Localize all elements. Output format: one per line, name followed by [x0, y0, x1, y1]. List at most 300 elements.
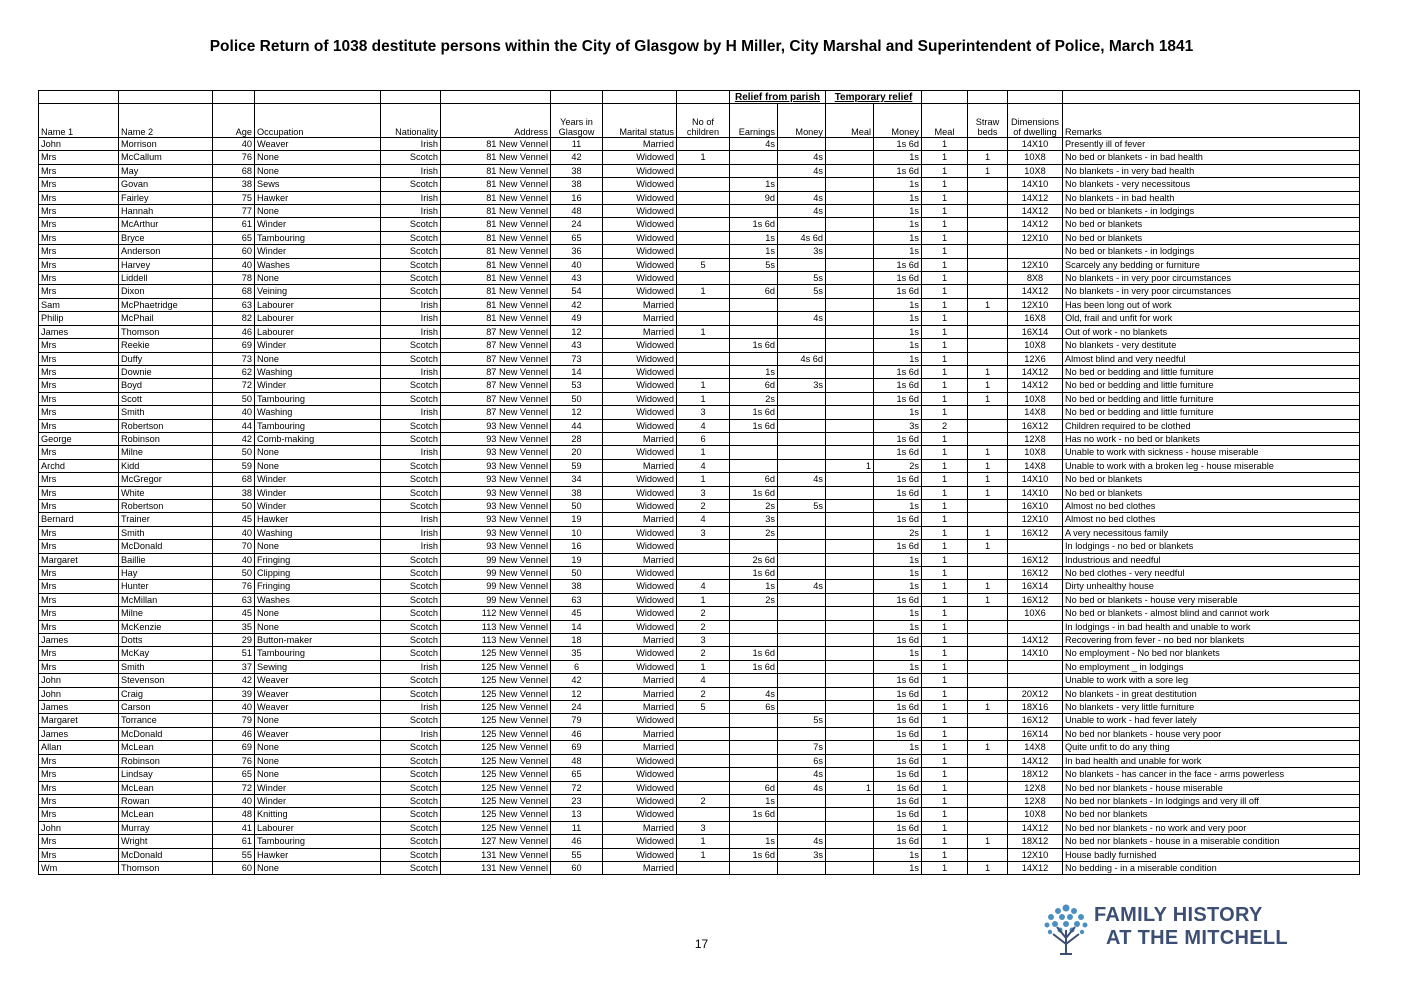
cell-years-in-glasgow: 28 — [551, 432, 603, 445]
cell-name2: McKenzie — [119, 620, 213, 633]
cell-straw-beds — [968, 419, 1008, 432]
table-row — [39, 486, 1360, 499]
cell-nationality: Scotch — [381, 499, 441, 512]
cell-years-in-glasgow: 72 — [551, 781, 603, 794]
cell-parish-money — [778, 821, 826, 834]
cell-years-in-glasgow: 11 — [551, 821, 603, 834]
cell-parish-money — [778, 660, 826, 673]
cell-parish-money — [778, 620, 826, 633]
cell-parish-meal — [826, 553, 874, 566]
cell-temp-meal: 1 — [922, 540, 968, 553]
col-header: Name 2 — [119, 104, 213, 138]
cell-occupation: None — [255, 607, 381, 620]
cell-parish-meal — [826, 379, 874, 392]
cell-parish-money: 5s — [778, 714, 826, 727]
cell-temp-money: 1s — [874, 406, 922, 419]
cell-parish-money: 4s — [778, 312, 826, 325]
cell-age: 62 — [213, 365, 255, 378]
cell-children — [677, 272, 730, 285]
cell-parish-meal — [826, 741, 874, 754]
cell-parish-money — [778, 392, 826, 405]
cell-dimensions: 14X12 — [1008, 634, 1063, 647]
cell-occupation: Hawker — [255, 513, 381, 526]
cell-name2: Boyd — [119, 379, 213, 392]
cell-age: 75 — [213, 191, 255, 204]
cell-temp-meal: 1 — [922, 298, 968, 311]
cell-dimensions: 14X12 — [1008, 285, 1063, 298]
cell-remarks: No bed or blankets - in lodgings — [1063, 245, 1360, 258]
cell-dimensions: 12X10 — [1008, 231, 1063, 244]
cell-straw-beds — [968, 231, 1008, 244]
cell-name2: Dixon — [119, 285, 213, 298]
cell-dimensions: 18X12 — [1008, 768, 1063, 781]
cell-nationality: Scotch — [381, 352, 441, 365]
table-row — [39, 861, 1360, 874]
table-row — [39, 245, 1360, 258]
cell-children — [677, 861, 730, 874]
cell-parish-money — [778, 325, 826, 338]
cell-age: 50 — [213, 446, 255, 459]
cell-temp-money: 1s — [874, 352, 922, 365]
cell-parish-money — [778, 138, 826, 151]
cell-occupation: Tambouring — [255, 419, 381, 432]
cell-dimensions: 14X10 — [1008, 178, 1063, 191]
cell-age: 40 — [213, 258, 255, 271]
cell-parish-meal — [826, 634, 874, 647]
cell-age: 68 — [213, 473, 255, 486]
cell-age: 50 — [213, 567, 255, 580]
cell-dimensions: 16X12 — [1008, 419, 1063, 432]
cell-dimensions: 12X10 — [1008, 513, 1063, 526]
col-header: Meal — [922, 104, 968, 138]
cell-dimensions — [1008, 540, 1063, 553]
cell-parish-meal — [826, 178, 874, 191]
cell-parish-money: 4s — [778, 580, 826, 593]
col-header: Meal — [826, 104, 874, 138]
cell-parish-meal — [826, 540, 874, 553]
cell-years-in-glasgow: 18 — [551, 634, 603, 647]
cell-temp-money: 1s 6d — [874, 138, 922, 151]
cell-age: 51 — [213, 647, 255, 660]
cell-parish-meal — [826, 151, 874, 164]
cell-name2: Rowan — [119, 794, 213, 807]
cell-marital-status: Widowed — [603, 245, 677, 258]
cell-remarks: No employment _ in lodgings — [1063, 660, 1360, 673]
cell-name1: Mrs — [39, 540, 119, 553]
cell-straw-beds — [968, 205, 1008, 218]
table-row — [39, 298, 1360, 311]
cell-age: 37 — [213, 660, 255, 673]
cell-temp-meal: 1 — [922, 861, 968, 874]
cell-years-in-glasgow: 19 — [551, 513, 603, 526]
cell-parish-money: 4s — [778, 781, 826, 794]
cell-name1: Mrs — [39, 365, 119, 378]
table-row — [39, 687, 1360, 700]
cell-years-in-glasgow: 38 — [551, 178, 603, 191]
cell-years-in-glasgow: 50 — [551, 567, 603, 580]
cell-years-in-glasgow: 63 — [551, 593, 603, 606]
cell-age: 45 — [213, 513, 255, 526]
cell-parish-money: 5s — [778, 285, 826, 298]
table-row — [39, 164, 1360, 177]
cell-children: 4 — [677, 419, 730, 432]
cell-remarks: A very necessitous family — [1063, 526, 1360, 539]
cell-nationality: Scotch — [381, 178, 441, 191]
table-row — [39, 553, 1360, 566]
cell-parish-money: 4s 6d — [778, 352, 826, 365]
cell-temp-meal: 1 — [922, 835, 968, 848]
cell-parish-meal — [826, 754, 874, 767]
cell-nationality: Scotch — [381, 781, 441, 794]
cell-name2: McArthur — [119, 218, 213, 231]
cell-earnings — [730, 432, 778, 445]
col-header: Years in Glasgow — [551, 104, 603, 138]
cell-children — [677, 567, 730, 580]
cell-remarks: Scarcely any bedding or furniture — [1063, 258, 1360, 271]
table-row — [39, 258, 1360, 271]
cell-children: 2 — [677, 620, 730, 633]
cell-name1: Mrs — [39, 285, 119, 298]
cell-age: 50 — [213, 499, 255, 512]
cell-name1: John — [39, 674, 119, 687]
cell-earnings: 1s — [730, 794, 778, 807]
cell-marital-status: Married — [603, 459, 677, 472]
cell-name2: Morrison — [119, 138, 213, 151]
cell-earnings — [730, 352, 778, 365]
cell-name1: Mrs — [39, 593, 119, 606]
cell-years-in-glasgow: 38 — [551, 164, 603, 177]
cell-occupation: Knitting — [255, 808, 381, 821]
cell-name2: Dotts — [119, 634, 213, 647]
cell-children: 2 — [677, 647, 730, 660]
cell-dimensions — [1008, 620, 1063, 633]
cell-straw-beds — [968, 272, 1008, 285]
cell-occupation: Comb-making — [255, 432, 381, 445]
cell-years-in-glasgow: 43 — [551, 272, 603, 285]
cell-temp-meal: 1 — [922, 352, 968, 365]
cell-parish-meal — [826, 432, 874, 445]
cell-address: 125 New Vennel — [441, 821, 551, 834]
cell-temp-money: 1s — [874, 312, 922, 325]
cell-address: 81 New Vennel — [441, 312, 551, 325]
cell-age: 63 — [213, 593, 255, 606]
cell-address: 125 New Vennel — [441, 768, 551, 781]
cell-name1: Mrs — [39, 835, 119, 848]
cell-temp-meal: 1 — [922, 164, 968, 177]
cell-nationality: Scotch — [381, 151, 441, 164]
cell-nationality: Scotch — [381, 272, 441, 285]
cell-dimensions: 10X8 — [1008, 151, 1063, 164]
cell-children: 1 — [677, 473, 730, 486]
cell-years-in-glasgow: 24 — [551, 701, 603, 714]
cell-name1: Mrs — [39, 406, 119, 419]
cell-name2: Hunter — [119, 580, 213, 593]
cell-address: 131 New Vennel — [441, 861, 551, 874]
cell-children — [677, 191, 730, 204]
cell-age: 38 — [213, 486, 255, 499]
cell-nationality: Scotch — [381, 861, 441, 874]
cell-straw-beds — [968, 727, 1008, 740]
cell-dimensions: 12X8 — [1008, 794, 1063, 807]
cell-nationality: Irish — [381, 325, 441, 338]
table-row — [39, 701, 1360, 714]
cell-earnings — [730, 607, 778, 620]
cell-temp-money: 1s 6d — [874, 781, 922, 794]
cell-temp-money: 1s 6d — [874, 365, 922, 378]
cell-years-in-glasgow: 38 — [551, 580, 603, 593]
cell-address: 93 New Vennel — [441, 540, 551, 553]
cell-earnings — [730, 727, 778, 740]
cell-name1: Mrs — [39, 848, 119, 861]
cell-years-in-glasgow: 65 — [551, 768, 603, 781]
cell-nationality: Scotch — [381, 687, 441, 700]
cell-age: 61 — [213, 835, 255, 848]
cell-straw-beds: 1 — [968, 486, 1008, 499]
cell-straw-beds: 1 — [968, 365, 1008, 378]
cell-dimensions: 16X12 — [1008, 526, 1063, 539]
cell-age: 29 — [213, 634, 255, 647]
cell-remarks: House badly furnished — [1063, 848, 1360, 861]
cell-occupation: Tambouring — [255, 392, 381, 405]
cell-name1: Mrs — [39, 567, 119, 580]
cell-name2: McMillan — [119, 593, 213, 606]
cell-earnings: 2s — [730, 392, 778, 405]
cell-straw-beds — [968, 499, 1008, 512]
cell-straw-beds: 1 — [968, 473, 1008, 486]
cell-age: 76 — [213, 151, 255, 164]
cell-marital-status: Widowed — [603, 352, 677, 365]
cell-address: 81 New Vennel — [441, 245, 551, 258]
cell-parish-meal — [826, 285, 874, 298]
cell-earnings: 1s 6d — [730, 660, 778, 673]
cell-age: 72 — [213, 781, 255, 794]
cell-nationality: Scotch — [381, 848, 441, 861]
cell-straw-beds: 1 — [968, 392, 1008, 405]
cell-name1: Mrs — [39, 620, 119, 633]
cell-parish-money — [778, 365, 826, 378]
cell-name1: Mrs — [39, 580, 119, 593]
cell-children: 4 — [677, 674, 730, 687]
cell-name1: Mrs — [39, 164, 119, 177]
cell-marital-status: Widowed — [603, 379, 677, 392]
cell-straw-beds — [968, 634, 1008, 647]
cell-dimensions: 16X14 — [1008, 727, 1063, 740]
cell-parish-meal — [826, 567, 874, 580]
cell-years-in-glasgow: 59 — [551, 459, 603, 472]
cell-children: 1 — [677, 285, 730, 298]
cell-address: 131 New Vennel — [441, 848, 551, 861]
cell-address: 127 New Vennel — [441, 835, 551, 848]
cell-parish-money — [778, 553, 826, 566]
cell-earnings: 1s 6d — [730, 419, 778, 432]
cell-name2: Robertson — [119, 499, 213, 512]
cell-address: 99 New Vennel — [441, 567, 551, 580]
cell-temp-money: 1s 6d — [874, 432, 922, 445]
cell-address: 87 New Vennel — [441, 392, 551, 405]
cell-name1: James — [39, 727, 119, 740]
cell-name2: Craig — [119, 687, 213, 700]
cell-name1: Mrs — [39, 205, 119, 218]
cell-children: 1 — [677, 835, 730, 848]
cell-dimensions: 16X12 — [1008, 553, 1063, 566]
cell-name2: McGregor — [119, 473, 213, 486]
cell-nationality: Irish — [381, 138, 441, 151]
cell-temp-money: 1s — [874, 245, 922, 258]
cell-occupation: Winder — [255, 781, 381, 794]
cell-marital-status: Married — [603, 298, 677, 311]
cell-address: 125 New Vennel — [441, 647, 551, 660]
cell-dimensions: 14X12 — [1008, 821, 1063, 834]
cell-temp-meal: 1 — [922, 701, 968, 714]
cell-earnings: 4s — [730, 687, 778, 700]
cell-remarks: No bed or blankets - in lodgings — [1063, 205, 1360, 218]
cell-remarks: Almost blind and very needful — [1063, 352, 1360, 365]
cell-children: 3 — [677, 526, 730, 539]
cell-parish-money: 3s — [778, 848, 826, 861]
cell-name1: Mrs — [39, 794, 119, 807]
cell-temp-meal: 1 — [922, 513, 968, 526]
cell-temp-money: 1s 6d — [874, 701, 922, 714]
table-row — [39, 191, 1360, 204]
table-row — [39, 768, 1360, 781]
cell-temp-meal: 1 — [922, 285, 968, 298]
cell-dimensions: 14X10 — [1008, 647, 1063, 660]
cell-occupation: Labourer — [255, 312, 381, 325]
cell-parish-money — [778, 567, 826, 580]
cell-remarks: No employment - No bed nor blankets — [1063, 647, 1360, 660]
cell-occupation: Tambouring — [255, 231, 381, 244]
cell-name2: Anderson — [119, 245, 213, 258]
cell-temp-money: 1s 6d — [874, 473, 922, 486]
cell-dimensions: 14X10 — [1008, 473, 1063, 486]
cell-straw-beds — [968, 794, 1008, 807]
cell-temp-money: 1s — [874, 848, 922, 861]
cell-straw-beds: 1 — [968, 580, 1008, 593]
cell-temp-meal: 1 — [922, 553, 968, 566]
cell-remarks: Children required to be clothed — [1063, 419, 1360, 432]
cell-age: 76 — [213, 754, 255, 767]
cell-remarks: Unable to work with a sore leg — [1063, 674, 1360, 687]
cell-years-in-glasgow: 12 — [551, 687, 603, 700]
cell-earnings: 1s — [730, 835, 778, 848]
cell-occupation: None — [255, 151, 381, 164]
cell-years-in-glasgow: 43 — [551, 339, 603, 352]
cell-years-in-glasgow: 10 — [551, 526, 603, 539]
cell-dimensions: 14X12 — [1008, 861, 1063, 874]
cell-marital-status: Married — [603, 821, 677, 834]
cell-earnings — [730, 205, 778, 218]
cell-name1: George — [39, 432, 119, 445]
cell-earnings: 2s — [730, 499, 778, 512]
cell-address: 81 New Vennel — [441, 151, 551, 164]
cell-address: 112 New Vennel — [441, 607, 551, 620]
cell-address: 81 New Vennel — [441, 138, 551, 151]
cell-marital-status: Widowed — [603, 580, 677, 593]
cell-years-in-glasgow: 42 — [551, 151, 603, 164]
cell-marital-status: Married — [603, 674, 677, 687]
cell-parish-meal — [826, 205, 874, 218]
cell-parish-meal — [826, 794, 874, 807]
cell-nationality: Irish — [381, 164, 441, 177]
cell-children — [677, 727, 730, 740]
cell-name1: John — [39, 138, 119, 151]
cell-age: 46 — [213, 325, 255, 338]
cell-nationality: Scotch — [381, 245, 441, 258]
cell-remarks: No bed nor blankets - no work and very poor — [1063, 821, 1360, 834]
cell-temp-meal: 1 — [922, 781, 968, 794]
col-header: Nationality — [381, 104, 441, 138]
cell-age: 79 — [213, 714, 255, 727]
cell-temp-money: 1s 6d — [874, 593, 922, 606]
table-row — [39, 794, 1360, 807]
cell-years-in-glasgow: 24 — [551, 218, 603, 231]
cell-straw-beds: 1 — [968, 164, 1008, 177]
cell-children: 4 — [677, 459, 730, 472]
table-row — [39, 459, 1360, 472]
cell-straw-beds — [968, 781, 1008, 794]
col-header: Name 1 — [39, 104, 119, 138]
cell-age: 46 — [213, 727, 255, 740]
cell-years-in-glasgow: 38 — [551, 486, 603, 499]
cell-marital-status: Widowed — [603, 231, 677, 244]
cell-children: 3 — [677, 821, 730, 834]
cell-name1: Mrs — [39, 526, 119, 539]
cell-parish-money — [778, 459, 826, 472]
cell-parish-money: 6s — [778, 754, 826, 767]
cell-remarks: No blankets - in great destitution — [1063, 687, 1360, 700]
cell-temp-meal: 1 — [922, 674, 968, 687]
cell-marital-status: Widowed — [603, 272, 677, 285]
cell-temp-meal: 1 — [922, 325, 968, 338]
cell-temp-money: 1s — [874, 741, 922, 754]
logo-line-2: AT THE MITCHELL — [1106, 927, 1288, 949]
cell-remarks: No blankets - very necessitous — [1063, 178, 1360, 191]
cell-temp-money: 1s 6d — [874, 754, 922, 767]
cell-remarks: No bed or bedding and little furniture — [1063, 365, 1360, 378]
cell-years-in-glasgow: 16 — [551, 191, 603, 204]
cell-dimensions: 16X14 — [1008, 325, 1063, 338]
cell-children — [677, 768, 730, 781]
cell-dimensions: 14X12 — [1008, 205, 1063, 218]
cell-address: 93 New Vennel — [441, 526, 551, 539]
cell-straw-beds — [968, 339, 1008, 352]
cell-marital-status: Married — [603, 553, 677, 566]
cell-name2: Duffy — [119, 352, 213, 365]
cell-name1: Mrs — [39, 660, 119, 673]
cell-parish-money — [778, 647, 826, 660]
cell-earnings: 1s 6d — [730, 339, 778, 352]
cell-earnings: 6s — [730, 701, 778, 714]
cell-nationality: Scotch — [381, 634, 441, 647]
cell-name2: Bryce — [119, 231, 213, 244]
cell-nationality: Scotch — [381, 741, 441, 754]
cell-address: 93 New Vennel — [441, 446, 551, 459]
cell-temp-meal: 1 — [922, 647, 968, 660]
cell-children — [677, 339, 730, 352]
cell-marital-status: Widowed — [603, 808, 677, 821]
destitute-persons-table — [38, 90, 1360, 875]
cell-age: 72 — [213, 379, 255, 392]
cell-occupation: Winder — [255, 339, 381, 352]
cell-address: 93 New Vennel — [441, 432, 551, 445]
cell-address: 125 New Vennel — [441, 754, 551, 767]
cell-temp-meal: 1 — [922, 312, 968, 325]
temporary-relief-header: Temporary relief — [826, 91, 922, 104]
cell-marital-status: Widowed — [603, 781, 677, 794]
cell-parish-money: 4s — [778, 473, 826, 486]
cell-parish-meal — [826, 607, 874, 620]
cell-straw-beds — [968, 406, 1008, 419]
